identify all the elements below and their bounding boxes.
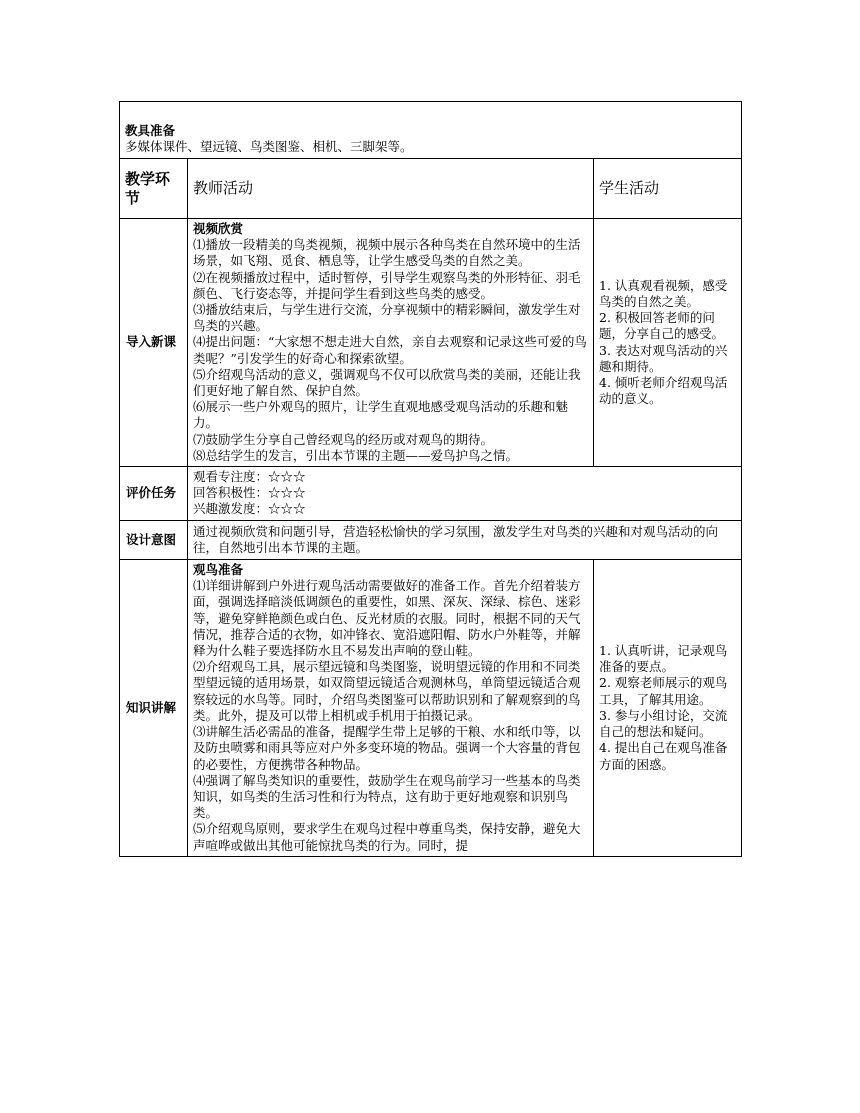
knowledge-label: 知识讲解 (120, 560, 188, 857)
intro-item-8: ⑻总结学生的发言，引出本节课的主题——爱鸟护鸟之情。 (193, 447, 519, 463)
intro-title: 视频欣赏 (193, 221, 244, 236)
header-student: 学生活动 (594, 159, 742, 219)
evaluation-item-2: 回答积极性：☆☆☆ (193, 485, 306, 501)
design-cell (188, 520, 742, 559)
prep-title: 教具准备 (125, 122, 176, 138)
intro-student-cell (594, 219, 742, 467)
knowledge-student-4: 4. 提出自己在观鸟准备方面的困惑。 (599, 740, 728, 772)
evaluation-item-3: 兴趣激发度：☆☆☆ (193, 501, 306, 517)
intro-student-1: 1. 认真观看视频，感受鸟类的自然之美。 (599, 277, 728, 309)
evaluation-cell (188, 467, 742, 521)
design-row (120, 520, 742, 559)
prep-text: 多媒体课件、望远镜、鸟类图鉴、相机、三脚架等。 (125, 138, 413, 154)
intro-student-2: 2. 积极回答老师的问题，分享自己的感受。 (599, 310, 725, 342)
knowledge-row (120, 560, 742, 857)
intro-item-3: ⑶播放结束后，与学生进行交流，分享视频中的精彩瞬间，激发学生对鸟类的兴趣。 (193, 302, 581, 334)
header-stage: 教学环节 (120, 159, 188, 219)
knowledge-item-2: ⑵介绍观鸟工具，展示望远镜和鸟类图鉴，说明望远镜的作用和不同类型望远镜的适用场景，如双筒望远镜适合观测林鸟，单筒望远镜适合观察较远的水鸟等。同时，介绍鸟类图鉴可以帮助识别和了解观察到的鸟类。此外，提及可以带上相机或手机用于拍摄记录。 (193, 659, 581, 723)
knowledge-teacher-cell (188, 560, 594, 857)
knowledge-title: 观鸟准备 (193, 562, 244, 578)
intro-item-5: ⑸介绍观鸟活动的意义，强调观鸟不仅可以欣赏鸟类的美丽，还能让我们更好地了解自然、保护自然。 (193, 366, 581, 399)
intro-student-4: 4. 倾听老师介绍观鸟活动的意义。 (599, 374, 728, 407)
lesson-plan-table (119, 101, 742, 857)
intro-item-4: ⑷提出问题：“大家想不想走进大自然，亲自去观察和记录这些可爱的鸟类呢？”引发学生的好奇心和探索欲望。 (193, 334, 587, 366)
knowledge-student-cell (594, 560, 742, 857)
intro-student-3: 3. 表达对观鸟活动的兴趣和期待。 (599, 342, 728, 374)
evaluation-label: 评价任务 (120, 467, 188, 521)
evaluation-item-1: 观看专注度：☆☆☆ (193, 469, 306, 485)
knowledge-student-3: 3. 参与小组讨论，交流自己的想法和疑问。 (599, 707, 728, 740)
knowledge-student-1: 1. 认真听讲，记录观鸟准备的要点。 (599, 643, 728, 675)
header-row (120, 159, 742, 219)
intro-item-6: ⑹展示一些户外观鸟的照片，让学生直观地感受观鸟活动的乐趣和魅力。 (193, 399, 569, 431)
design-text: 通过视频欣赏和问题引导，营造轻松愉快的学习氛围，激发学生对鸟类的兴趣和对观鸟活动的向往，自然地引出本节课的主题。 (193, 523, 719, 555)
knowledge-item-4: ⑷强调了解鸟类知识的重要性，鼓励学生在观鸟前学习一些基本的鸟类知识，如鸟类的生活习性和行为特点，这有助于更好地观察和识别鸟类。 (193, 772, 581, 821)
knowledge-item-1: ⑴详细讲解到户外进行观鸟活动需要做好的准备工作。首先介绍着装方面，强调选择暗淡低调颜色的重要性，如黑、深灰、深绿、棕色、迷彩等，避免穿鲜艳颜色或白色、反光材质的衣服。同时，根据不同的天气情况，推荐合适的衣物，如冲锋衣、宽沿遮阳帽、防水户外鞋等，并解释为什么鞋子要选择防水且不易发出声响的登山鞋。 (193, 578, 581, 659)
header-teacher: 教师活动 (188, 159, 594, 219)
intro-item-2: ⑵在视频播放过程中，适时暂停，引导学生观察鸟类的外形特征、羽毛颜色、飞行姿态等，并提问学生看到这些鸟类的感受。 (193, 269, 581, 301)
design-label: 设计意图 (120, 520, 188, 559)
lesson-plan-page (119, 101, 741, 857)
intro-label: 导入新课 (120, 219, 188, 467)
prep-cell (120, 102, 742, 159)
knowledge-item-5: ⑸介绍观鸟原则，要求学生在观鸟过程中尊重鸟类，保持安静，避免大声喧哗或做出其他可能惊扰鸟类的行为。同时，提 (193, 821, 581, 853)
intro-row (120, 219, 742, 467)
intro-teacher-cell (188, 219, 594, 467)
knowledge-student-2: 2. 观察老师展示的观鸟工具，了解其用途。 (599, 675, 728, 707)
evaluation-row (120, 467, 742, 521)
intro-item-7: ⑺鼓励学生分享自己曾经观鸟的经历或对观鸟的期待。 (193, 431, 494, 447)
intro-item-1: ⑴播放一段精美的鸟类视频，视频中展示各种鸟类在自然环境中的生活场景，如飞翔、觅食、栖息等，让学生感受鸟类的自然之美。 (193, 237, 581, 269)
knowledge-item-3: ⑶讲解生活必需品的准备，提醒学生带上足够的干粮、水和纸巾等，以及防虫喷雾和雨具等应对户外多变环境的物品。强调一个大容量的背包的必要性，方便携带各种物品。 (193, 724, 581, 772)
prep-row (120, 102, 742, 159)
